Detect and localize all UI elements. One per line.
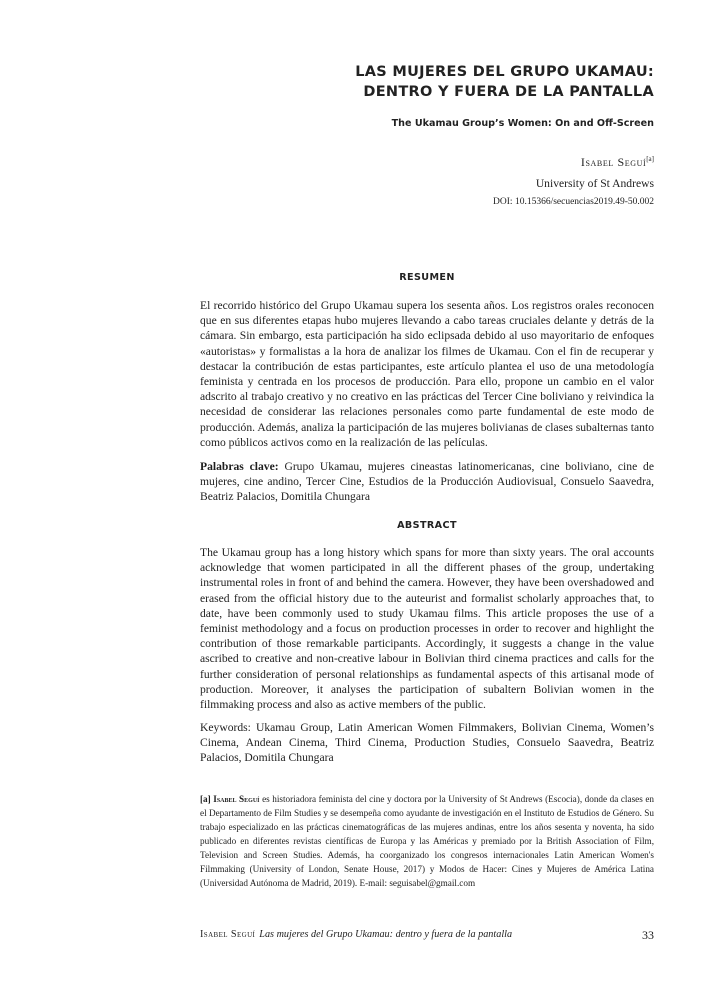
title-line-2: DENTRO Y FUERA DE LA PANTALLA [363,84,654,100]
author-note [200,792,654,890]
running-footer [200,929,512,940]
resumen-heading: RESUMEN [399,272,455,283]
palabras-clave-list: Grupo Ukamau, mujeres cineastas latinomericanas, cine boliviano, cine de mujeres, cine andino, Tercer Cine, Estudios de la Producción Audiovisual, Consuelo Saavedra, Beatriz Palacios, Domitila Chungara [200,460,654,504]
article-subtitle: The Ukamau Group’s Women: On and Off-Screen [391,118,654,129]
author-note-name: Isabel Seguí [213,794,260,804]
doi[interactable]: DOI: 10.15366/secuencias2019.49-50.002 [493,197,654,207]
footer-author: Isabel Seguí [200,929,256,940]
resumen-text: El recorrido histórico del Grupo Ukamau supera los sesenta años. Los registros orales reconocen que en sus diferentes etapas hubo mujeres llevando a cabo tareas cruciales delante y detrás de la cámara. Sin embargo, esta participación ha sido eclipsada debido al uso mayoritario de enfoques «autoristas» y formalistas a la hora de analizar los filmes de Ukamau. Con el fin de recuperar y destacar la contribución de estas participantes, este artículo plantea el uso de una metodología feminista y centrada en los procesos de producción. Para ello, propone un cambio en el valor adscrito al trabajo creativo y no creativo en las prácticas del Tercer Cine boliviano y reivindica la necesidad de considerar las relaciones personales como parte fundamental de este modo de producción. Además, analiza la participación de las mujeres bolivianas de clases subalternas tanto como públicos activos como en la realización de las películas. [200,299,654,449]
author-name: Isabel Seguí [580,155,647,169]
page-number: 33 [642,928,654,942]
abstract-heading: ABSTRACT [397,520,457,531]
author-note-mark: [a] [200,794,211,804]
title-line-1: LAS MUJERES DEL GRUPO UKAMAU: [355,64,654,80]
article-title [234,62,654,102]
palabras-clave-label: Palabras clave: [200,460,279,473]
footer-running-title: Las mujeres del Grupo Ukamau: dentro y fuera de la pantalla [259,929,513,940]
author-note-text: es historiadora feminista del cine y doctora por la University of St Andrews (Escocia), donde da clases en el Departamento de Film Studies y se desempeña como ayudante de investigación en el Instituto de Estudios de Género. Su trabajo especializado en las prácticas cinematográficas de las mujeres andinas, entre los años sesenta y noventa, ha sido publicado en diferentes revistas científicas de Europa y las Américas y premiado por la British Association of Film, Television and Screen Studies. Además, ha coorganizado los congresos internacionales Latin American Women's Filmmaking (University of London, Senate House, 2017) y Modos de Hacer: Cines y Mujeres de América Latina (Universidad Autónoma de Madrid, 2019). E-mail: seguisabel@gmail.com [200,794,655,888]
abstract-text: The Ukamau group has a long history which spans for more than sixty years. The oral accounts acknowledge that women participated in all the different phases of the group, undertaking instrumental roles in front of and behind the camera. However, they have been overshadowed and erased from the official history due to the auteurist and formalist scholarly approaches that, to date, have been commonly used to study Ukamau films. This article proposes the use of a feminist methodology and a focus on production processes in order to recover and highlight the contribution of those remarkable participants. Accordingly, it suggests a change in the value ascribed to creative and non-creative labour in Bolivian third cinema practices and calls for the further consideration of personal relationships as fundamental aspects of this artisanal mode of production. Moreover, it analyses the participation of subaltern Bolivian women in the filmmaking process and also as active members of the public. [200,546,654,712]
author-footnote-mark: [a] [646,155,654,163]
author-affiliation: University of St Andrews [535,177,654,190]
palabras-clave [200,459,654,505]
author-byline [581,155,654,170]
abstract-keywords: Keywords: Ukamau Group, Latin American Women Filmmakers, Bolivian Cinema, Women’s Cinema, Andean Cinema, Third Cinema, Production Studies, Consuelo Saavedra, Beatriz Palacios, Domitila Chungara [200,721,654,765]
